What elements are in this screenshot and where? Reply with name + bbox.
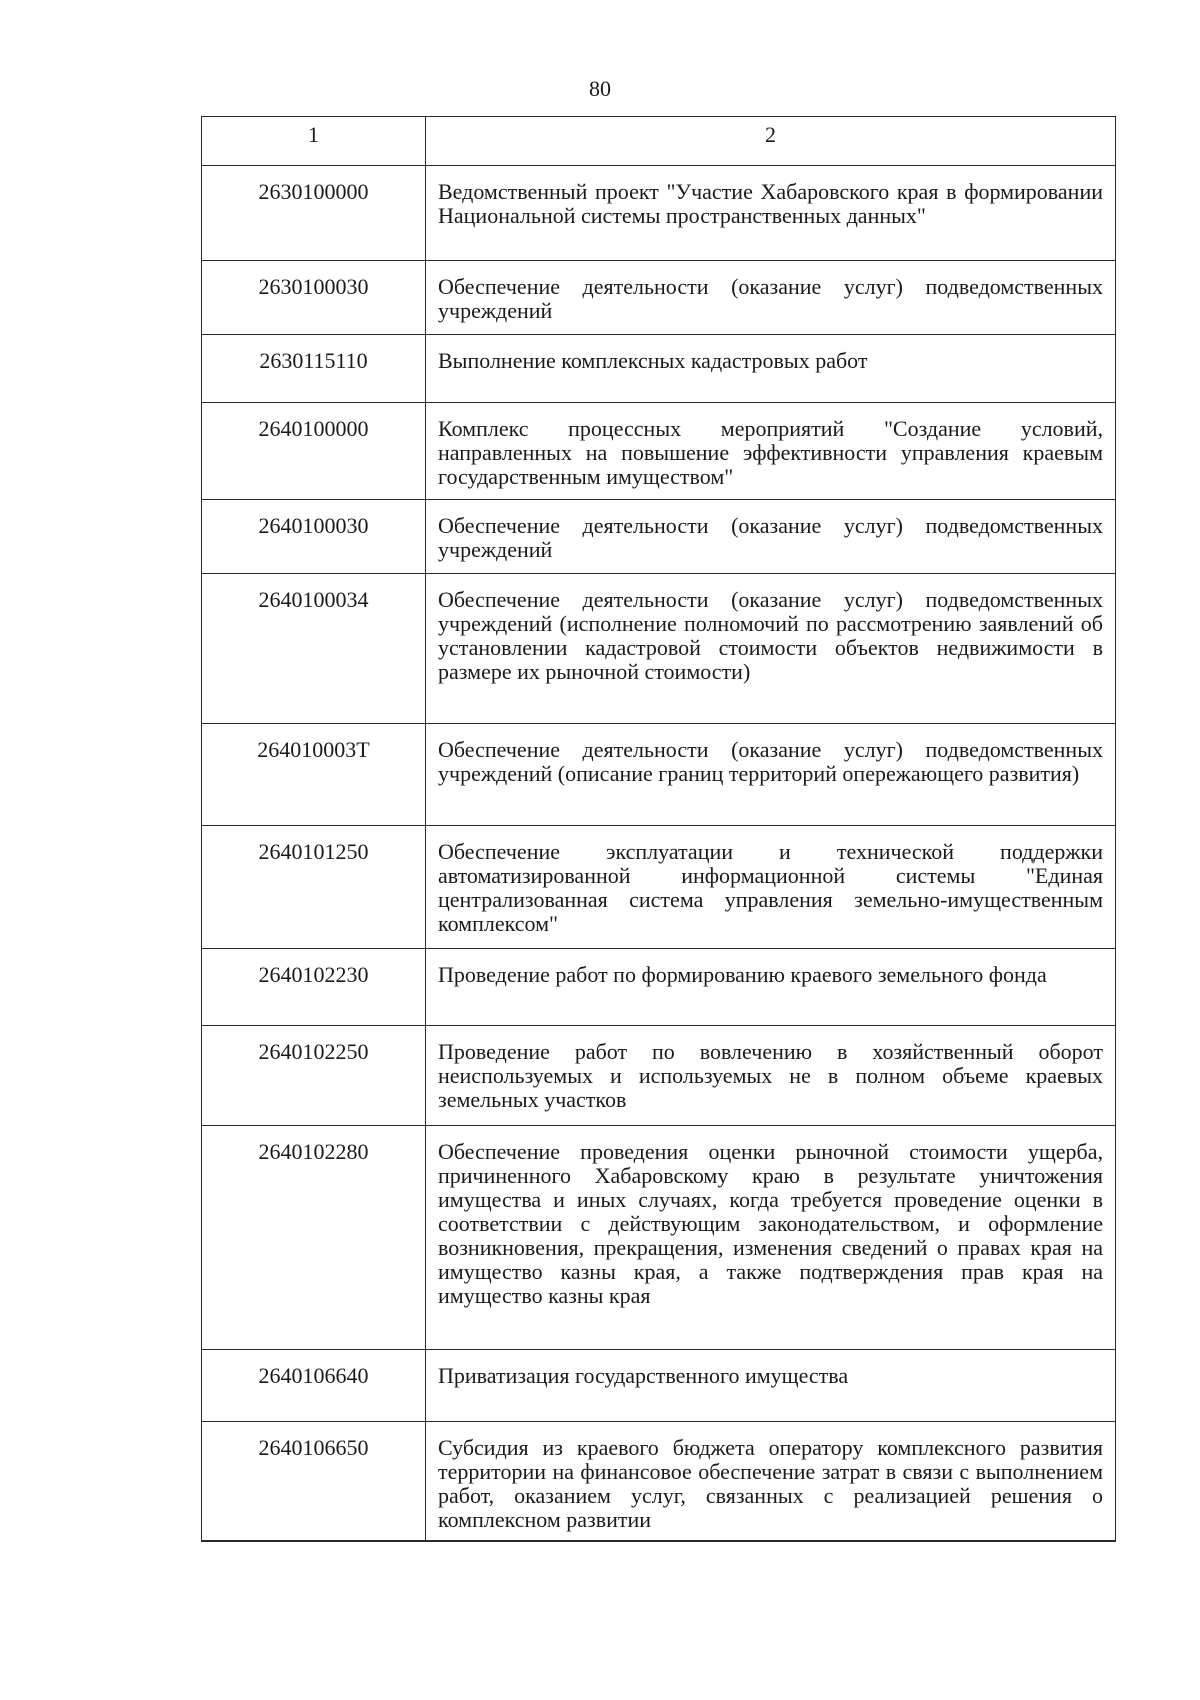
- row-code: 2640100034: [202, 574, 426, 724]
- column-header-name: 2: [426, 117, 1116, 166]
- row-name: Проведение работ по формированию краевого земельного фонда: [426, 949, 1116, 1026]
- table-header-row: [202, 117, 1116, 166]
- row-name: Субсидия из краевого бюджета оператору комплексного развития территории на финансовое обеспечение затрат в связи с выполнением работ, оказанием услуг, связанных с реализацией решения о комплексном развитии: [426, 1422, 1116, 1542]
- row-name: Проведение работ по вовлечению в хозяйственный оборот неиспользуемых и используемых не в полном объеме краевых земельных участков: [426, 1026, 1116, 1126]
- table-row: [202, 261, 1116, 335]
- table-row: [202, 403, 1116, 500]
- table-row: [202, 500, 1116, 574]
- row-code: 2640106650: [202, 1422, 426, 1542]
- row-name: Ведомственный проект "Участие Хабаровского края в формировании Национальной системы пространственных данных": [426, 166, 1116, 261]
- table-row: [202, 1026, 1116, 1126]
- row-code: 2640100030: [202, 500, 426, 574]
- row-code: 2640102230: [202, 949, 426, 1026]
- row-name: Выполнение комплексных кадастровых работ: [426, 335, 1116, 403]
- table-row: [202, 949, 1116, 1026]
- row-code: 2630115110: [202, 335, 426, 403]
- column-header-code: 1: [202, 117, 426, 166]
- table-row: [202, 1126, 1116, 1350]
- row-name: Приватизация государственного имущества: [426, 1350, 1116, 1422]
- row-name: Обеспечение эксплуатации и технической поддержки автоматизированной информационной системы "Единая централизованная система управления земельно-имущественным комплексом": [426, 826, 1116, 949]
- table-row: [202, 826, 1116, 949]
- row-code: 264010003Т: [202, 724, 426, 826]
- page-number: 80: [589, 76, 611, 101]
- row-name: Обеспечение деятельности (оказание услуг) подведомственных учреждений (описание границ территорий опережающего развития): [426, 724, 1116, 826]
- row-name: Обеспечение деятельности (оказание услуг) подведомственных учреждений: [426, 261, 1116, 335]
- table-row: [202, 1350, 1116, 1422]
- table-row: [202, 1422, 1116, 1542]
- row-code: 2640101250: [202, 826, 426, 949]
- row-code: 2630100030: [202, 261, 426, 335]
- budget-code-table: [201, 116, 1116, 1542]
- row-code: 2640102280: [202, 1126, 426, 1350]
- table-row: [202, 335, 1116, 403]
- row-name: Обеспечение деятельности (оказание услуг) подведомственных учреждений: [426, 500, 1116, 574]
- row-code: 2630100000: [202, 166, 426, 261]
- row-code: 2640106640: [202, 1350, 426, 1422]
- row-code: 2640102250: [202, 1026, 426, 1126]
- row-name: Комплекс процессных мероприятий "Создание условий, направленных на повышение эффективности управления краевым государственным имуществом": [426, 403, 1116, 500]
- row-name: Обеспечение проведения оценки рыночной стоимости ущерба, причиненного Хабаровскому краю в результате уничтожения имущества и иных случаях, когда требуется проведение оценки в соответствии с действующим законодательством, и оформление возникновения, прекращения, изменения сведений о правах края на имущество казны края, а также подтверждения прав края на имущество казны края: [426, 1126, 1116, 1350]
- row-code: 2640100000: [202, 403, 426, 500]
- table-row: [202, 724, 1116, 826]
- table-row: [202, 166, 1116, 261]
- table-row: [202, 574, 1116, 724]
- row-name: Обеспечение деятельности (оказание услуг) подведомственных учреждений (исполнение полномочий по рассмотрению заявлений об установлении кадастровой стоимости объектов недвижимости в размере их рыночной стоимости): [426, 574, 1116, 724]
